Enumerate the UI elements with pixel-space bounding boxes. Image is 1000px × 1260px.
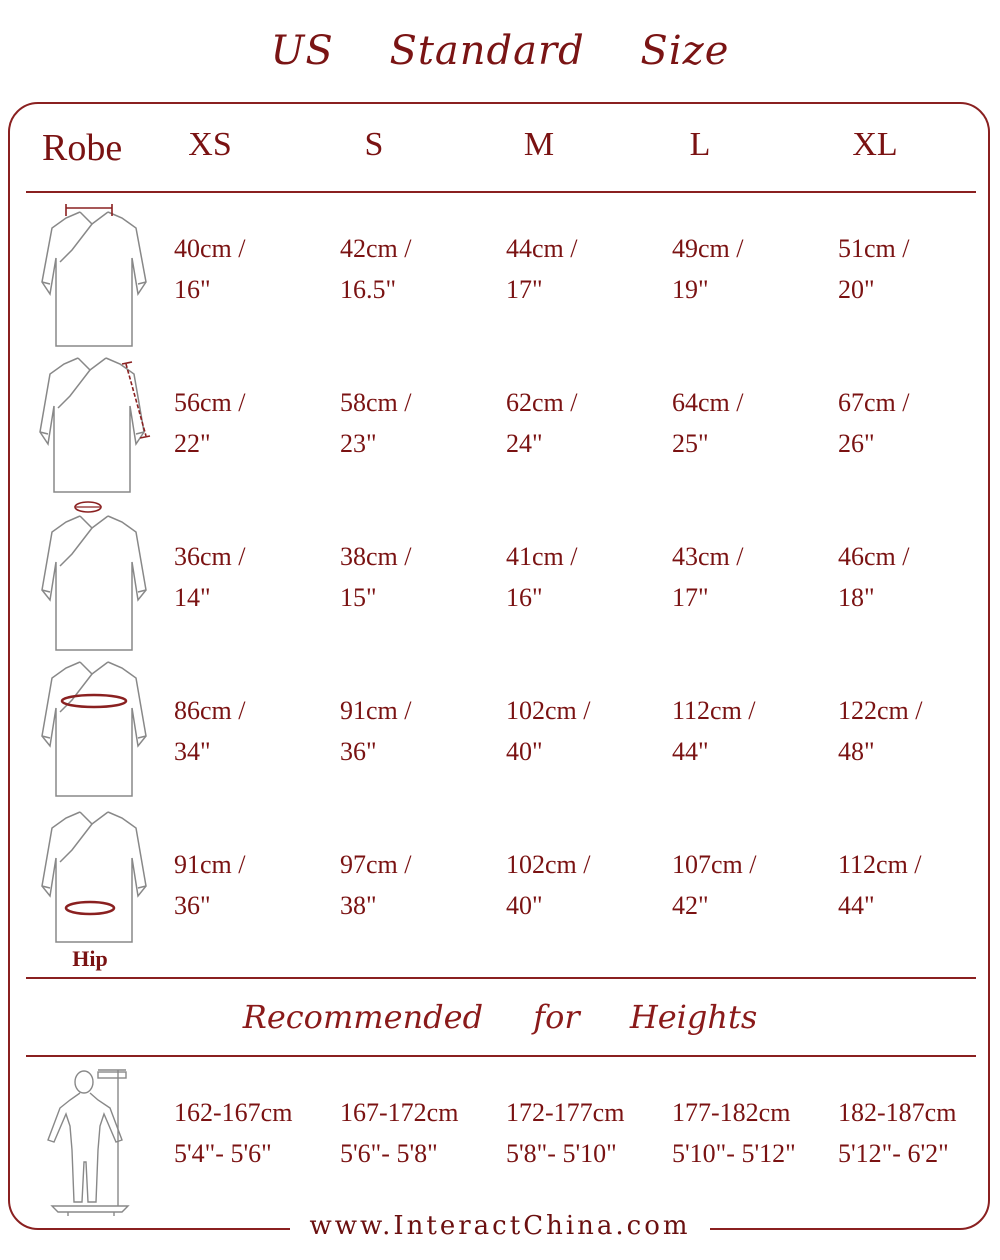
measurement-cm: 46cm / <box>838 542 910 571</box>
measurement-cell-row3-s <box>340 536 412 618</box>
measurement-inches: 48" <box>838 737 875 766</box>
height-cell-l <box>672 1092 796 1174</box>
measurement-cm: 44cm / <box>506 234 578 263</box>
height-cell-s <box>340 1092 458 1174</box>
person-height-icon <box>38 1066 138 1218</box>
measurement-cell-row4-xl <box>838 690 923 772</box>
header-divider <box>26 191 976 193</box>
size-header-l: L <box>689 126 711 163</box>
height-feet: 5'4"- 5'6" <box>174 1139 272 1168</box>
recommended-heights-title: Recommended for Heights <box>242 998 758 1036</box>
height-cell-xs <box>174 1092 292 1174</box>
size-header-xl: XL <box>852 126 898 163</box>
measurement-inches: 26" <box>838 429 875 458</box>
measurement-cell-row3-xs <box>174 536 246 618</box>
measurement-cm: 64cm / <box>672 388 744 417</box>
section-divider-top <box>26 977 976 979</box>
robe-sleeve-length-icon <box>30 352 155 497</box>
size-header-s: S <box>364 126 384 163</box>
robe-chest-icon <box>30 656 150 801</box>
measurement-cm: 97cm / <box>340 850 412 879</box>
measurement-cell-row1-m <box>506 228 578 310</box>
hip-label: Hip <box>72 946 108 971</box>
measurement-cm: 40cm / <box>174 234 246 263</box>
measurement-cell-row3-xl <box>838 536 910 618</box>
measurement-inches: 34" <box>174 737 211 766</box>
measurement-cm: 38cm / <box>340 542 412 571</box>
measurement-inches: 15" <box>340 583 377 612</box>
measurement-cell-row1-s <box>340 228 412 310</box>
measurement-cm: 58cm / <box>340 388 412 417</box>
measurement-inches: 40" <box>506 737 543 766</box>
size-header-xs: XS <box>188 126 232 163</box>
measurement-inches: 44" <box>672 737 709 766</box>
measurement-inches: 16" <box>506 583 543 612</box>
measurement-cm: 49cm / <box>672 234 744 263</box>
measurement-inches: 16.5" <box>340 275 397 304</box>
height-feet: 5'6"- 5'8" <box>340 1139 438 1168</box>
height-cell-xl <box>838 1092 956 1174</box>
section-divider-bottom <box>26 1055 976 1057</box>
measurement-cell-row4-m <box>506 690 591 772</box>
measurement-cm: 122cm / <box>838 696 923 725</box>
measurement-cell-row1-xl <box>838 228 910 310</box>
measurement-inches: 36" <box>340 737 377 766</box>
measurement-cm: 102cm / <box>506 850 591 879</box>
measurement-inches: 17" <box>506 275 543 304</box>
measurement-inches: 24" <box>506 429 543 458</box>
measurement-cm: 86cm / <box>174 696 246 725</box>
measurement-cm: 112cm / <box>672 696 756 725</box>
measurement-inches: 16" <box>174 275 211 304</box>
measurement-cell-row4-l <box>672 690 756 772</box>
measurement-inches: 17" <box>672 583 709 612</box>
measurement-inches: 19" <box>672 275 709 304</box>
measurement-cm: 62cm / <box>506 388 578 417</box>
measurement-cm: 43cm / <box>672 542 744 571</box>
measurement-cm: 51cm / <box>838 234 910 263</box>
page-title: US Standard Size <box>270 28 730 74</box>
measurement-cm: 102cm / <box>506 696 591 725</box>
measurement-cm: 91cm / <box>340 696 412 725</box>
robe-neck-icon <box>30 500 150 655</box>
measurement-cm: 112cm / <box>838 850 922 879</box>
garment-label: Robe <box>42 127 123 169</box>
height-cm: 177-182cm <box>672 1098 791 1127</box>
measurement-inches: 44" <box>838 891 875 920</box>
measurement-cell-row2-xs <box>174 382 246 464</box>
measurement-cell-row5-m <box>506 844 591 926</box>
height-cm: 172-177cm <box>506 1098 625 1127</box>
height-feet: 5'10"- 5'12" <box>672 1139 796 1168</box>
robe-hip-icon <box>30 806 150 946</box>
measurement-cm: 107cm / <box>672 850 757 879</box>
height-cell-m <box>506 1092 624 1174</box>
measurement-cm: 42cm / <box>340 234 412 263</box>
height-feet: 5'12"- 6'2" <box>838 1139 949 1168</box>
measurement-cell-row1-l <box>672 228 744 310</box>
measurement-inches: 38" <box>340 891 377 920</box>
measurement-cell-row5-xl <box>838 844 922 926</box>
measurement-inches: 25" <box>672 429 709 458</box>
robe-shoulder-width-icon <box>30 198 150 350</box>
measurement-cell-row5-l <box>672 844 757 926</box>
measurement-cell-row1-xs <box>174 228 246 310</box>
size-header-m: M <box>523 126 555 163</box>
measurement-cm: 91cm / <box>174 850 246 879</box>
height-cm: 162-167cm <box>174 1098 293 1127</box>
measurement-cell-row5-xs <box>174 844 246 926</box>
measurement-cell-row2-s <box>340 382 412 464</box>
measurement-inches: 18" <box>838 583 875 612</box>
footer-website[interactable]: www.InteractChina.com <box>290 1208 710 1244</box>
height-feet: 5'8"- 5'10" <box>506 1139 617 1168</box>
measurement-cell-row3-l <box>672 536 744 618</box>
measurement-inches: 23" <box>340 429 377 458</box>
height-cm: 167-172cm <box>340 1098 459 1127</box>
measurement-inches: 42" <box>672 891 709 920</box>
measurement-cm: 67cm / <box>838 388 910 417</box>
measurement-cell-row4-xs <box>174 690 246 772</box>
height-cm: 182-187cm <box>838 1098 957 1127</box>
measurement-cm: 41cm / <box>506 542 578 571</box>
measurement-cm: 56cm / <box>174 388 246 417</box>
measurement-cell-row2-xl <box>838 382 910 464</box>
measurement-inches: 22" <box>174 429 211 458</box>
measurement-inches: 40" <box>506 891 543 920</box>
measurement-cell-row2-m <box>506 382 578 464</box>
measurement-inches: 36" <box>174 891 211 920</box>
measurement-cell-row2-l <box>672 382 744 464</box>
measurement-inches: 14" <box>174 583 211 612</box>
measurement-cm: 36cm / <box>174 542 246 571</box>
measurement-cell-row5-s <box>340 844 412 926</box>
measurement-cell-row4-s <box>340 690 412 772</box>
measurement-inches: 20" <box>838 275 875 304</box>
measurement-cell-row3-m <box>506 536 578 618</box>
